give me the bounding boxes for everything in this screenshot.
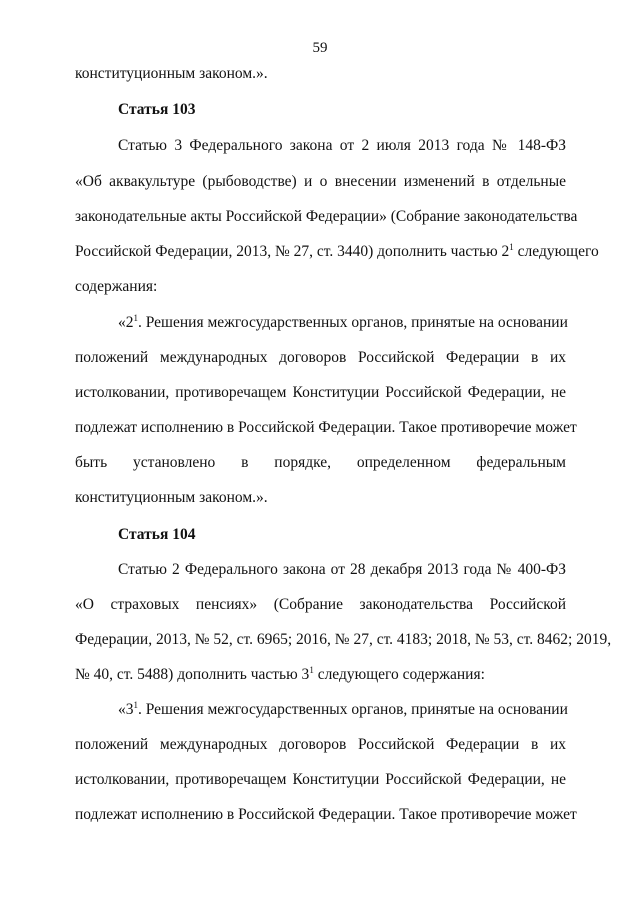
article-103-quote-end: конституционным законом.». [75, 489, 268, 506]
superscript: 1 [309, 665, 314, 675]
article-103-intro-line: Российской Федерации, 2013, № 27, ст. 3440) дополнить частью $2^1$ следующего [75, 242, 599, 260]
article-103-intro-line: законодательные акты Российской Федерации» (Собрание законодательства [75, 208, 578, 225]
superscript: 1 [133, 700, 138, 710]
article-103-quote-line: «$2^1$. Решения межгосударственных органов, принятые на основании [118, 313, 568, 331]
article-104-quote-line: подлежат исполнению в Российской Федерации. Такое противоречие может [75, 806, 577, 823]
article-104-intro-line: «О страховых пенсиях» (Собрание законодательства Российской [75, 596, 566, 613]
article-103-quote-line: положений международных договоров Российской Федерации в их [75, 349, 566, 366]
article-103-quote-line: быть установлено в порядке, определенном федеральным [75, 454, 566, 471]
top-fragment: конституционным законом.». [75, 65, 268, 82]
article-103-title: Статья 103 [118, 101, 196, 118]
article-104-title: Статья 104 [118, 526, 196, 543]
article-104-intro-line: Статью 2 Федерального закона от 28 декабря 2013 года № 400-ФЗ [118, 561, 566, 578]
article-103-quote-line: подлежат исполнению в Российской Федерации. Такое противоречие может [75, 419, 577, 436]
article-104-intro-line: Федерации, 2013, № 52, ст. 6965; 2016, № 27, ст. 4183; 2018, № 53, ст. 8462; 2019, [75, 631, 612, 648]
superscript: 1 [133, 313, 138, 323]
article-103-quote-line: истолковании, противоречащем Конституции Российской Федерации, не [75, 384, 566, 401]
article-103-intro-end: содержания: [75, 278, 158, 295]
article-103-intro-line: «Об аквакультуре (рыбоводстве) и о внесении изменений в отдельные [75, 173, 566, 190]
article-104-quote-line: «$3^1$. Решения межгосударственных органов, принятые на основании [118, 700, 568, 718]
article-104-quote-line: истолковании, противоречащем Конституции Российской Федерации, не [75, 771, 566, 788]
article-104-intro-line: № 40, ст. 5488) дополнить частью $3^1$ следующего содержания: [75, 665, 485, 683]
article-103-intro-line: Статью 3 Федерального закона от 2 июля 2013 года № 148-ФЗ [118, 137, 566, 154]
superscript: 1 [509, 242, 514, 252]
page-number: 59 [312, 40, 328, 56]
article-104-quote-line: положений международных договоров Российской Федерации в их [75, 736, 566, 753]
